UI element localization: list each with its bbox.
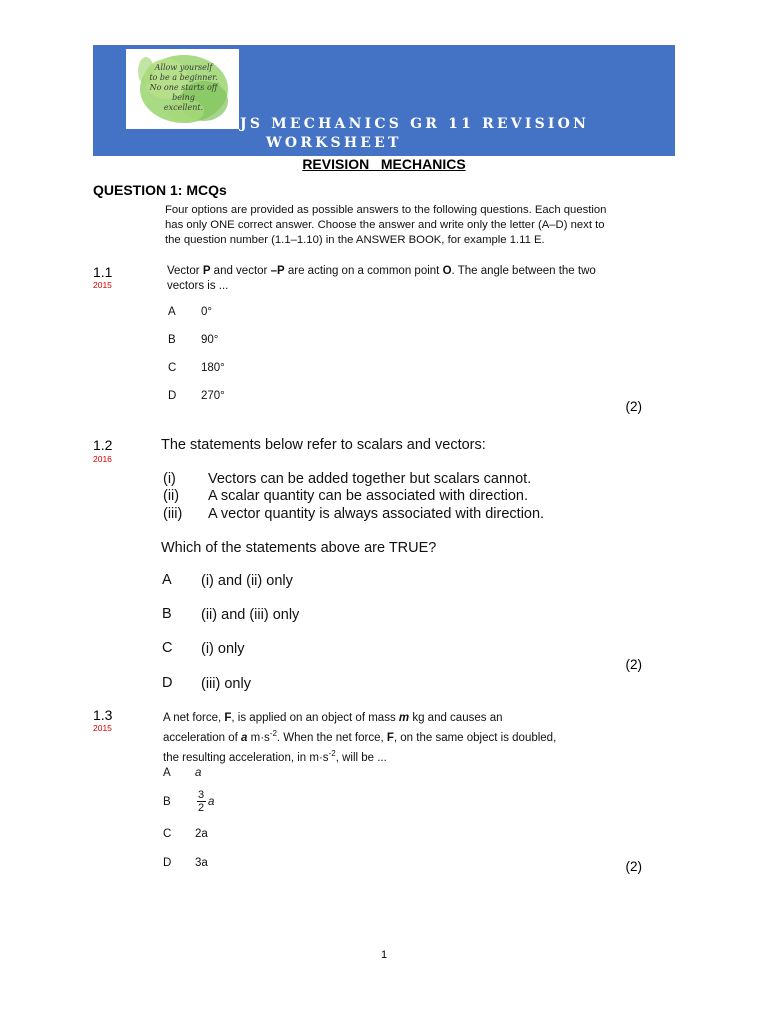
logo-text-line: excellent. bbox=[163, 103, 204, 112]
option-letter: B bbox=[163, 796, 171, 808]
text-part: and vector bbox=[210, 265, 271, 277]
option-text: 180° bbox=[201, 362, 225, 374]
instructions-text: Four options are provided as possible answers to the following questions. Each question has only ONE correct answer. Choose the answer and write only the letter (A–D) next to the question number (1.1–1.10) in the ANSWER BOOK, for example 1.11 E. bbox=[165, 204, 607, 246]
question-number: 1.3 bbox=[93, 707, 113, 723]
statement-label: (i) bbox=[163, 471, 176, 487]
question-number: 1.2 bbox=[93, 437, 113, 453]
logo-text-line: to be a beginner. bbox=[149, 73, 218, 82]
option-letter: A bbox=[168, 306, 176, 318]
question-year: 2015 bbox=[93, 723, 112, 733]
exponent: -2 bbox=[328, 748, 336, 758]
text-part: , is applied on an object of mass bbox=[231, 712, 399, 724]
marks-label: (2) bbox=[625, 657, 642, 672]
option-text: a bbox=[195, 767, 202, 779]
text-part: . The angle between the two vectors is ... bbox=[167, 265, 596, 292]
option-text: 0° bbox=[201, 306, 212, 318]
statement-text: A scalar quantity can be associated with direction. bbox=[208, 488, 528, 504]
option-text: 270° bbox=[201, 390, 225, 402]
banner-title-line-1: JS MECHANICS GR 11 REVISION bbox=[240, 116, 590, 132]
question-1-3-text bbox=[163, 711, 623, 766]
text-part: , on the same object is doubled, bbox=[393, 731, 557, 744]
option-letter: A bbox=[162, 572, 172, 588]
logo-text-line: No one starts off bbox=[149, 83, 218, 92]
text-part: m·s bbox=[250, 731, 270, 744]
logo-image bbox=[126, 49, 239, 129]
option-text: a bbox=[208, 796, 215, 808]
text-part: kg and causes an bbox=[409, 712, 503, 724]
statement-label: (ii) bbox=[163, 488, 180, 504]
point-symbol: O bbox=[442, 265, 452, 277]
option-text: (i) and (ii) only bbox=[201, 573, 293, 589]
question-line bbox=[163, 711, 623, 726]
force-symbol: F bbox=[386, 731, 394, 744]
option-letter: D bbox=[168, 390, 177, 402]
option-text: 3a bbox=[195, 857, 208, 869]
vector-symbol: P bbox=[202, 265, 211, 277]
mass-symbol: m bbox=[398, 712, 410, 724]
exponent: -2 bbox=[269, 729, 277, 738]
text-part: acceleration of bbox=[163, 731, 241, 744]
text-part: the resulting acceleration, in m·s bbox=[163, 751, 329, 764]
statement-text: Vectors can be added together but scalars cannot. bbox=[208, 471, 532, 487]
page-number: 1 bbox=[380, 949, 388, 961]
fraction-denominator: 2 bbox=[197, 802, 205, 814]
option-text: (iii) only bbox=[201, 676, 251, 692]
option-letter: C bbox=[168, 362, 177, 374]
option-letter: C bbox=[163, 828, 172, 840]
option-letter: A bbox=[163, 767, 171, 779]
marks-label: (2) bbox=[625, 399, 642, 414]
option-letter: D bbox=[162, 675, 173, 691]
statement-label: (iii) bbox=[163, 506, 183, 522]
document-title: REVISION MECHANICS bbox=[302, 156, 466, 172]
logo-text-line: being bbox=[172, 93, 195, 102]
text-part: Vector bbox=[167, 265, 203, 277]
fraction bbox=[195, 789, 207, 814]
banner-title-line-2: WORKSHEET bbox=[266, 135, 402, 151]
question-1-heading: QUESTION 1: MCQs bbox=[93, 182, 227, 198]
question-year: 2016 bbox=[93, 454, 112, 464]
question-number: 1.1 bbox=[93, 264, 113, 280]
question-1-2-intro: The statements below refer to scalars and vectors: bbox=[161, 437, 486, 453]
option-letter: C bbox=[162, 640, 173, 656]
question-1-1-text bbox=[167, 264, 617, 294]
text-part: A net force, bbox=[163, 712, 225, 724]
question-year: 2015 bbox=[93, 280, 112, 290]
fraction-numerator: 3 bbox=[197, 789, 205, 801]
force-symbol: F bbox=[224, 712, 232, 724]
option-text: 2a bbox=[195, 828, 208, 840]
option-text: 90° bbox=[201, 334, 219, 346]
logo-text-line: Allow yourself bbox=[154, 63, 213, 72]
question-line bbox=[163, 746, 623, 766]
marks-label: (2) bbox=[625, 859, 642, 874]
acceleration-symbol: a bbox=[241, 731, 248, 744]
vector-symbol: –P bbox=[270, 265, 285, 277]
option-letter: D bbox=[163, 857, 172, 869]
option-letter: B bbox=[162, 606, 172, 622]
option-letter: B bbox=[168, 334, 176, 346]
text-part: , will be ... bbox=[335, 751, 387, 764]
text-part: are acting on a common point bbox=[284, 265, 443, 277]
statement-text: A vector quantity is always associated with direction. bbox=[208, 506, 545, 522]
question-1-2-prompt: Which of the statements above are TRUE? bbox=[161, 540, 437, 556]
option-text: (ii) and (iii) only bbox=[201, 607, 300, 623]
text-part: . When the net force, bbox=[276, 731, 387, 744]
question-line bbox=[163, 726, 623, 746]
option-text: (i) only bbox=[201, 641, 245, 657]
